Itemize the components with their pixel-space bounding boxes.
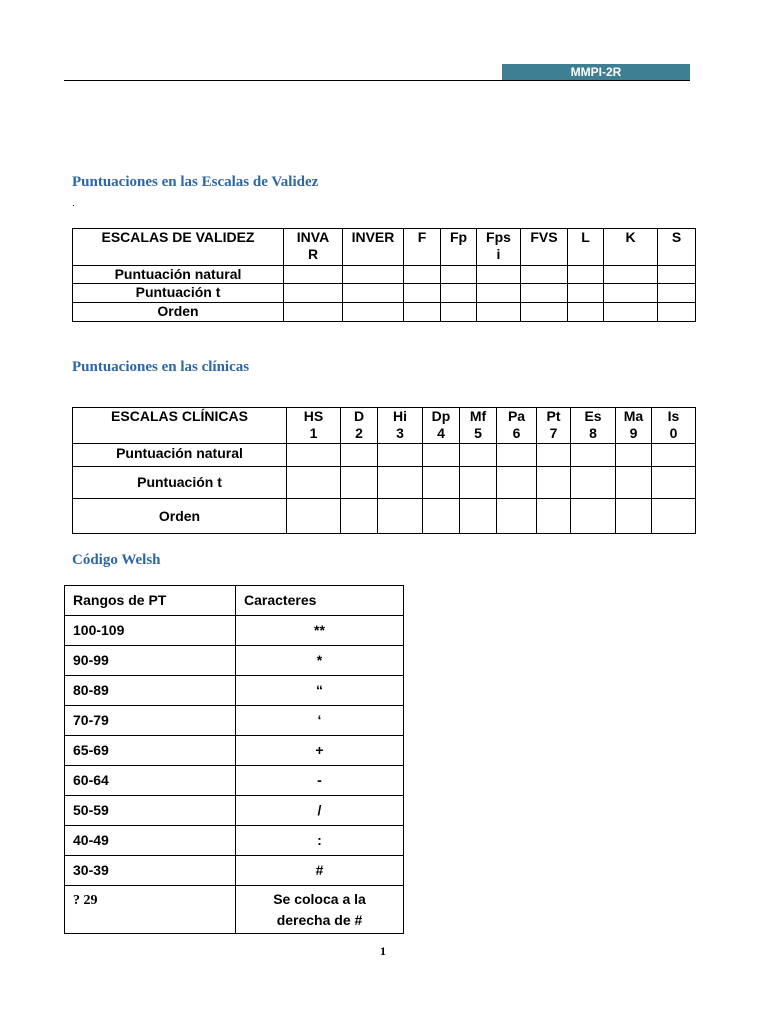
welsh-char: “ — [236, 676, 404, 706]
clinical-input-cell[interactable] — [616, 444, 652, 467]
clinical-col-header: Mf 5 — [460, 408, 497, 444]
validity-input-cell[interactable] — [441, 284, 477, 303]
welsh-row — [65, 616, 404, 646]
clinical-col-header: Hi 3 — [378, 408, 423, 444]
validity-col-header: S — [658, 229, 696, 266]
welsh-col-chars: Caracteres — [236, 586, 404, 616]
validity-input-cell[interactable] — [658, 303, 696, 322]
welsh-range: ? 29 — [65, 886, 236, 934]
validity-input-cell[interactable] — [521, 266, 568, 284]
validity-col-header: F — [404, 229, 441, 266]
clinical-row-label: Puntuación t — [73, 467, 287, 499]
welsh-char: / — [236, 796, 404, 826]
welsh-row — [65, 886, 404, 934]
clinical-input-cell[interactable] — [341, 444, 378, 467]
header-tab: MMPI-2R — [502, 64, 690, 80]
clinical-input-cell[interactable] — [497, 499, 537, 534]
clinical-input-cell[interactable] — [460, 467, 497, 499]
clinical-input-cell[interactable] — [571, 467, 616, 499]
validity-header-row — [73, 229, 696, 266]
clinical-col-header: Es 8 — [571, 408, 616, 444]
clinical-row-label: Orden — [73, 499, 287, 534]
clinical-input-cell[interactable] — [571, 499, 616, 534]
welsh-char: Se coloca a la derecha de # — [236, 886, 404, 934]
validity-col-header: FVS — [521, 229, 568, 266]
validity-col-header: Fp — [441, 229, 477, 266]
clinical-input-cell[interactable] — [287, 467, 341, 499]
validity-input-cell[interactable] — [658, 284, 696, 303]
clinical-input-cell[interactable] — [537, 499, 571, 534]
validity-input-cell[interactable] — [404, 303, 441, 322]
validity-input-cell[interactable] — [477, 303, 521, 322]
validity-input-cell[interactable] — [343, 303, 404, 322]
welsh-header-row — [65, 586, 404, 616]
clinical-input-cell[interactable] — [616, 499, 652, 534]
clinical-col-header: Ma 9 — [616, 408, 652, 444]
clinical-input-cell[interactable] — [652, 444, 696, 467]
validity-row — [73, 284, 696, 303]
validity-input-cell[interactable] — [477, 284, 521, 303]
welsh-row — [65, 856, 404, 886]
clinical-col-header: HS 1 — [287, 408, 341, 444]
welsh-range: 40-49 — [65, 826, 236, 856]
clinical-col-header: Pt 7 — [537, 408, 571, 444]
validity-input-cell[interactable] — [568, 266, 604, 284]
validity-col-header: INVA R — [284, 229, 343, 266]
clinical-input-cell[interactable] — [460, 444, 497, 467]
clinical-col-header: Dp 4 — [423, 408, 460, 444]
clinical-table — [72, 407, 696, 534]
welsh-char: * — [236, 646, 404, 676]
welsh-table — [64, 585, 404, 934]
validity-input-cell[interactable] — [521, 303, 568, 322]
clinical-row — [73, 467, 696, 499]
stray-dot: . — [72, 198, 75, 209]
validity-input-cell[interactable] — [521, 284, 568, 303]
clinical-input-cell[interactable] — [537, 467, 571, 499]
validity-row-label: Puntuación natural — [73, 266, 284, 284]
page-number: 1 — [380, 944, 386, 958]
welsh-range: 60-64 — [65, 766, 236, 796]
validity-input-cell[interactable] — [604, 266, 658, 284]
welsh-range: 30-39 — [65, 856, 236, 886]
clinical-input-cell[interactable] — [571, 444, 616, 467]
welsh-col-range: Rangos de PT — [65, 586, 236, 616]
welsh-char: + — [236, 736, 404, 766]
clinical-col-header: D 2 — [341, 408, 378, 444]
validity-row-label: Orden — [73, 303, 284, 322]
welsh-range: 90-99 — [65, 646, 236, 676]
welsh-char: : — [236, 826, 404, 856]
clinical-row — [73, 444, 696, 467]
welsh-section-title: Código Welsh — [72, 552, 161, 568]
clinical-row-label: Puntuación natural — [73, 444, 287, 467]
clinical-col-header: Pa 6 — [497, 408, 537, 444]
validity-col-header: Fps i — [477, 229, 521, 266]
validity-input-cell[interactable] — [658, 266, 696, 284]
clinical-input-cell[interactable] — [423, 467, 460, 499]
clinical-input-cell[interactable] — [652, 467, 696, 499]
validity-section-title: Puntuaciones en las Escalas de Validez — [72, 174, 319, 190]
validity-input-cell[interactable] — [343, 266, 404, 284]
validity-row-label: Puntuación t — [73, 284, 284, 303]
validity-col-header: K — [604, 229, 658, 266]
clinical-input-cell[interactable] — [423, 444, 460, 467]
welsh-row — [65, 766, 404, 796]
welsh-char: # — [236, 856, 404, 886]
validity-row — [73, 266, 696, 284]
header-rule — [64, 80, 690, 81]
validity-input-cell[interactable] — [441, 303, 477, 322]
validity-input-cell[interactable] — [284, 284, 343, 303]
clinical-input-cell[interactable] — [652, 499, 696, 534]
validity-row — [73, 303, 696, 322]
validity-input-cell[interactable] — [568, 284, 604, 303]
welsh-char: ‘ — [236, 706, 404, 736]
welsh-row — [65, 646, 404, 676]
clinical-input-cell[interactable] — [423, 499, 460, 534]
clinical-input-cell[interactable] — [378, 499, 423, 534]
welsh-row — [65, 796, 404, 826]
validity-input-cell[interactable] — [604, 284, 658, 303]
welsh-row — [65, 736, 404, 766]
clinical-input-cell[interactable] — [378, 467, 423, 499]
validity-input-cell[interactable] — [477, 266, 521, 284]
welsh-range: 80-89 — [65, 676, 236, 706]
clinical-input-cell[interactable] — [287, 444, 341, 467]
clinical-input-cell[interactable] — [497, 444, 537, 467]
welsh-char: - — [236, 766, 404, 796]
clinical-input-cell[interactable] — [341, 467, 378, 499]
validity-col-header: INVER — [343, 229, 404, 266]
validity-input-cell[interactable] — [604, 303, 658, 322]
welsh-range: 65-69 — [65, 736, 236, 766]
clinical-col-header: Is 0 — [652, 408, 696, 444]
validity-col-header: L — [568, 229, 604, 266]
clinical-input-cell[interactable] — [616, 467, 652, 499]
validity-table — [72, 228, 696, 322]
validity-input-cell[interactable] — [404, 284, 441, 303]
validity-input-cell[interactable] — [441, 266, 477, 284]
clinical-input-cell[interactable] — [497, 467, 537, 499]
clinical-input-cell[interactable] — [287, 499, 341, 534]
clinical-header-row — [73, 408, 696, 444]
validity-input-cell[interactable] — [404, 266, 441, 284]
validity-header-label: ESCALAS DE VALIDEZ — [73, 229, 284, 266]
clinical-section-title: Puntuaciones en las clínicas — [72, 359, 250, 375]
validity-input-cell[interactable] — [568, 303, 604, 322]
validity-input-cell[interactable] — [284, 303, 343, 322]
clinical-input-cell[interactable] — [341, 499, 378, 534]
clinical-input-cell[interactable] — [460, 499, 497, 534]
welsh-range: 100-109 — [65, 616, 236, 646]
clinical-header-label: ESCALAS CLÍNICAS — [73, 408, 287, 444]
welsh-row — [65, 676, 404, 706]
clinical-input-cell[interactable] — [537, 444, 571, 467]
validity-input-cell[interactable] — [343, 284, 404, 303]
welsh-row — [65, 706, 404, 736]
welsh-range: 50-59 — [65, 796, 236, 826]
clinical-row — [73, 499, 696, 534]
welsh-range: 70-79 — [65, 706, 236, 736]
welsh-row — [65, 826, 404, 856]
clinical-input-cell[interactable] — [378, 444, 423, 467]
welsh-char: ** — [236, 616, 404, 646]
validity-input-cell[interactable] — [284, 266, 343, 284]
